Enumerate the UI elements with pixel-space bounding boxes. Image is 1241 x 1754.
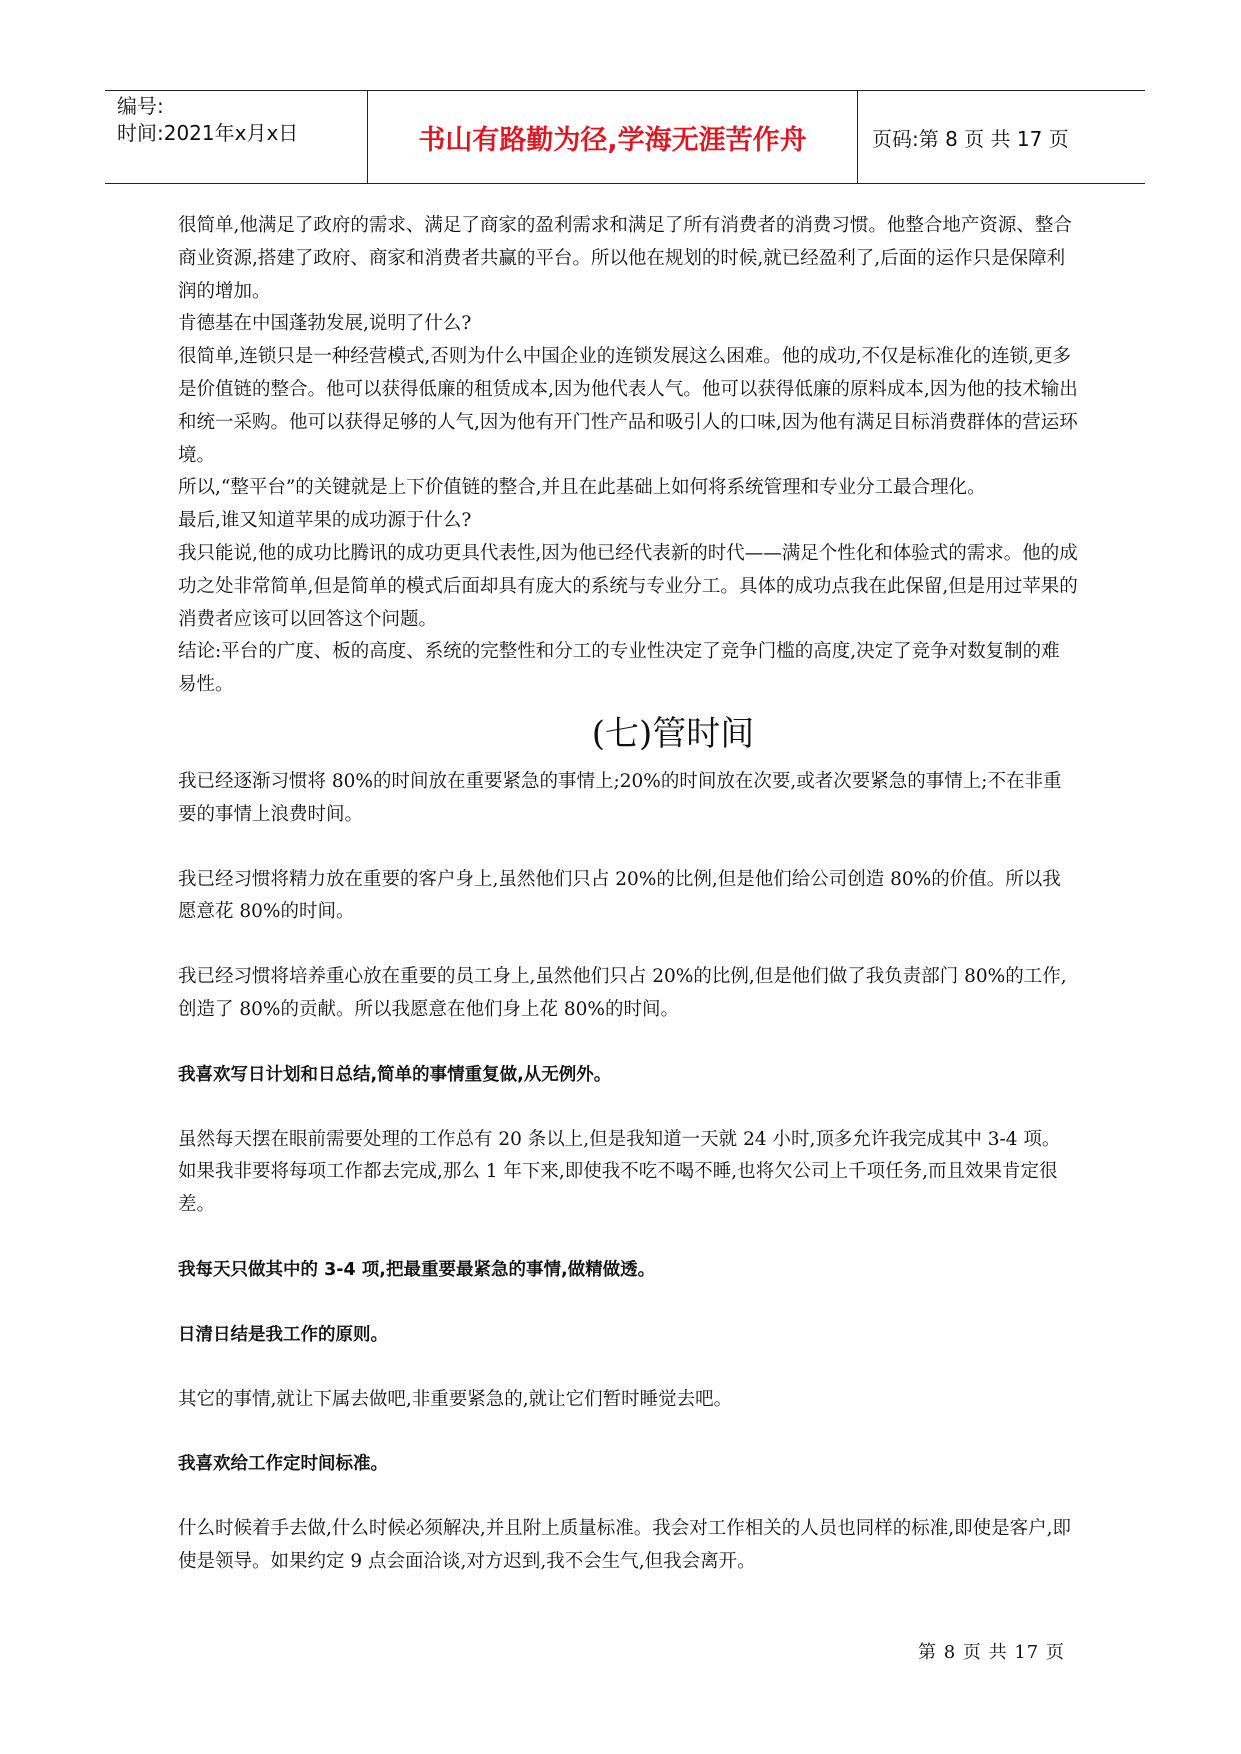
paragraph: 很简单,连锁只是一种经营模式,否则为什么中国企业的连锁发展这么困难。他的成功,不仅是标准化的连锁,更多是价值链的整合。他可以获得低廉的租赁成本,因为他代表人气。他可以获得低廉的原料成本,因为他的技术输出和统一采购。他可以获得足够的人气,因为他有开门性产品和吸引人的口味,因为他有满足目标消费群体的营运环境。 (178, 346, 1078, 466)
bold-statement: 我喜欢写日计划和日总结,简单的事情重复做,从无例外。 (178, 1064, 612, 1085)
page-header (105, 90, 1145, 184)
document-time-label: 时间:2021年x月x日 (117, 121, 299, 145)
section-heading: (七)管时间 (591, 713, 755, 754)
bold-statement: 我每天只做其中的 3-4 项,把最重要最紧急的事情,做精做透。 (178, 1259, 656, 1280)
paragraph: 什么时候着手去做,什么时候必须解决,并且附上质量标准。我会对工作相关的人员也同样的标准,即使是客户,即使是领导。如果约定 9 点会面洽谈,对方迟到,我不会生气,但我会离开。 (178, 1518, 1072, 1572)
paragraph: 结论:平台的广度、板的高度、系统的完整性和分工的专业性决定了竞争门槛的高度,决定了竞争对数复制的难易性。 (178, 641, 1060, 696)
paragraph: 我只能说,他的成功比腾讯的成功更具代表性,因为他已经代表新的时代——满足个性化和体验式的需求。他的成功之处非常简单,但是简单的模式后面却具有庞大的系统与专业分工。具体的成功点我在此保留,但是用过苹果的消费者应该可以回答这个问题。 (178, 542, 1078, 630)
header-meta (105, 91, 368, 183)
paragraph: 其它的事情,就让下属去做吧,非重要紧急的,就让它们暂时睡觉去吧。 (178, 1388, 733, 1410)
bold-statement: 日清日结是我工作的原则。 (178, 1324, 388, 1345)
header-page-number: 页码:第 8 页 共 17 页 (872, 126, 1069, 151)
page-footer: 第 8 页 共 17 页 (918, 1642, 1065, 1663)
paragraph: 我已经习惯将培养重心放在重要的员工身上,虽然他们只占 20%的比例,但是他们做了我负责部门 80%的工作,创造了 80%的贡献。所以我愿意在他们身上花 80%的时间。 (178, 966, 1067, 1020)
paragraph: 我已经逐渐习惯将 80%的时间放在重要紧急的事情上;20%的时间放在次要,或者次要紧急的事情上;不在非重要的事情上浪费时间。 (178, 770, 1062, 825)
paragraph: 最后,谁又知道苹果的成功源于什么? (178, 510, 472, 532)
header-motto: 书山有路勤为径,学海无涯苦作舟 (368, 91, 858, 183)
paragraph: 我已经习惯将精力放在重要的客户身上,虽然他们只占 20%的比例,但是他们给公司创造 80%的价值。所以我愿意花 80%的时间。 (178, 868, 1061, 923)
paragraph: 肯德基在中国蓬勃发展,说明了什么? (178, 313, 472, 335)
document-body (178, 210, 1078, 1579)
bold-statement: 我喜欢给工作定时间标准。 (178, 1454, 388, 1475)
paragraph: 虽然每天摆在眼前需要处理的工作总有 20 条以上,但是我知道一天就 24 小时,顶多允许我完成其中 3-4 项。如果我非要将每项工作都去完成,那么 1 年下来,即使我不吃不喝不睡,也将欠公司上千项任务,而且效果肯定很差。 (178, 1128, 1061, 1216)
paragraph: 很简单,他满足了政府的需求、满足了商家的盈利需求和满足了所有消费者的消费习惯。他整合地产资源、整合商业资源,搭建了政府、商家和消费者共赢的平台。所以他在规划的时候,就已经盈利了,后面的运作只是保障利润的增加。 (178, 215, 1072, 302)
document-number-label: 编号: (117, 94, 164, 118)
paragraph: 所以,“整平台”的关键就是上下价值链的整合,并且在此基础上如何将系统管理和专业分工最合理化。 (178, 477, 986, 499)
